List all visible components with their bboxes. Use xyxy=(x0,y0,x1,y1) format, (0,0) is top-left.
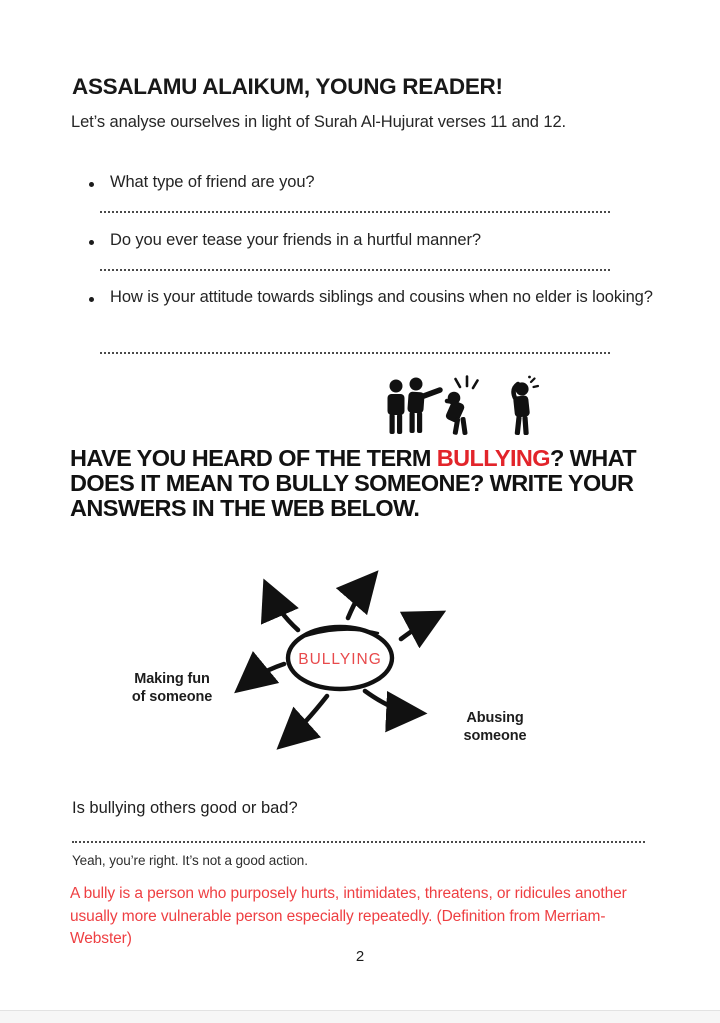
question-1: What type of friend are you? xyxy=(110,173,315,191)
web-arrow-down xyxy=(285,696,327,742)
bullet-dot xyxy=(89,297,94,302)
page-bottom-edge xyxy=(0,1010,720,1023)
web-label-right-line1: Abusing xyxy=(466,710,524,726)
page-title: ASSALAMU ALAIKUM, YOUNG READER! xyxy=(72,74,503,99)
bullet-dot xyxy=(89,240,94,245)
answer-line-4 xyxy=(72,841,645,843)
answer-line-3 xyxy=(100,352,610,354)
prompt-post: ? WHAT DOES IT MEAN TO BULLY SOMEONE? WRITE YOUR ANSWERS IN THE WEB BELOW. xyxy=(70,445,636,521)
question-2: Do you ever tease your friends in a hurtful manner? xyxy=(110,231,481,249)
web-label-abusing xyxy=(450,709,540,745)
web-label-left-line1: Making fun xyxy=(134,671,210,687)
bully-definition: A bully is a person who purposely hurts, intimidates, threatens, or ridicules another usually more vulnerable person especially repeatedly. (Definition from Merriam-Webster) xyxy=(70,885,627,947)
web-arrow-down-right xyxy=(365,691,416,713)
answer-line-1 xyxy=(100,211,610,213)
web-label-left-line2: of someone xyxy=(131,689,213,705)
web-label-right-line2: someone xyxy=(463,728,527,744)
answer-line-2 xyxy=(100,269,610,271)
web-arrow-up xyxy=(348,579,371,618)
web-arrow-up-left xyxy=(268,589,298,630)
prompt-highlight-bullying: BULLYING xyxy=(436,445,550,471)
web-arrow-left xyxy=(243,664,284,686)
web-center-label: BULLYING xyxy=(298,651,382,668)
intro-text: Let’s analyse ourselves in light of Surah Al-Hujurat verses 11 and 12. xyxy=(71,113,567,131)
bullying-pictogram-icon xyxy=(383,374,555,445)
web-arrow-up-right xyxy=(401,616,436,639)
bullet-dot xyxy=(89,182,94,187)
web-label-making-fun xyxy=(122,670,222,706)
affirmation-text: Yeah, you’re right. It’s not a good action. xyxy=(72,853,308,868)
prompt-pre: HAVE YOU HEARD OF THE TERM xyxy=(70,445,437,471)
question-3: How is your attitude towards siblings and cousins when no elder is looking? xyxy=(110,288,653,306)
page-number: 2 xyxy=(355,948,365,965)
followup-question: Is bullying others good or bad? xyxy=(72,799,298,817)
prompt-heading xyxy=(70,446,645,521)
